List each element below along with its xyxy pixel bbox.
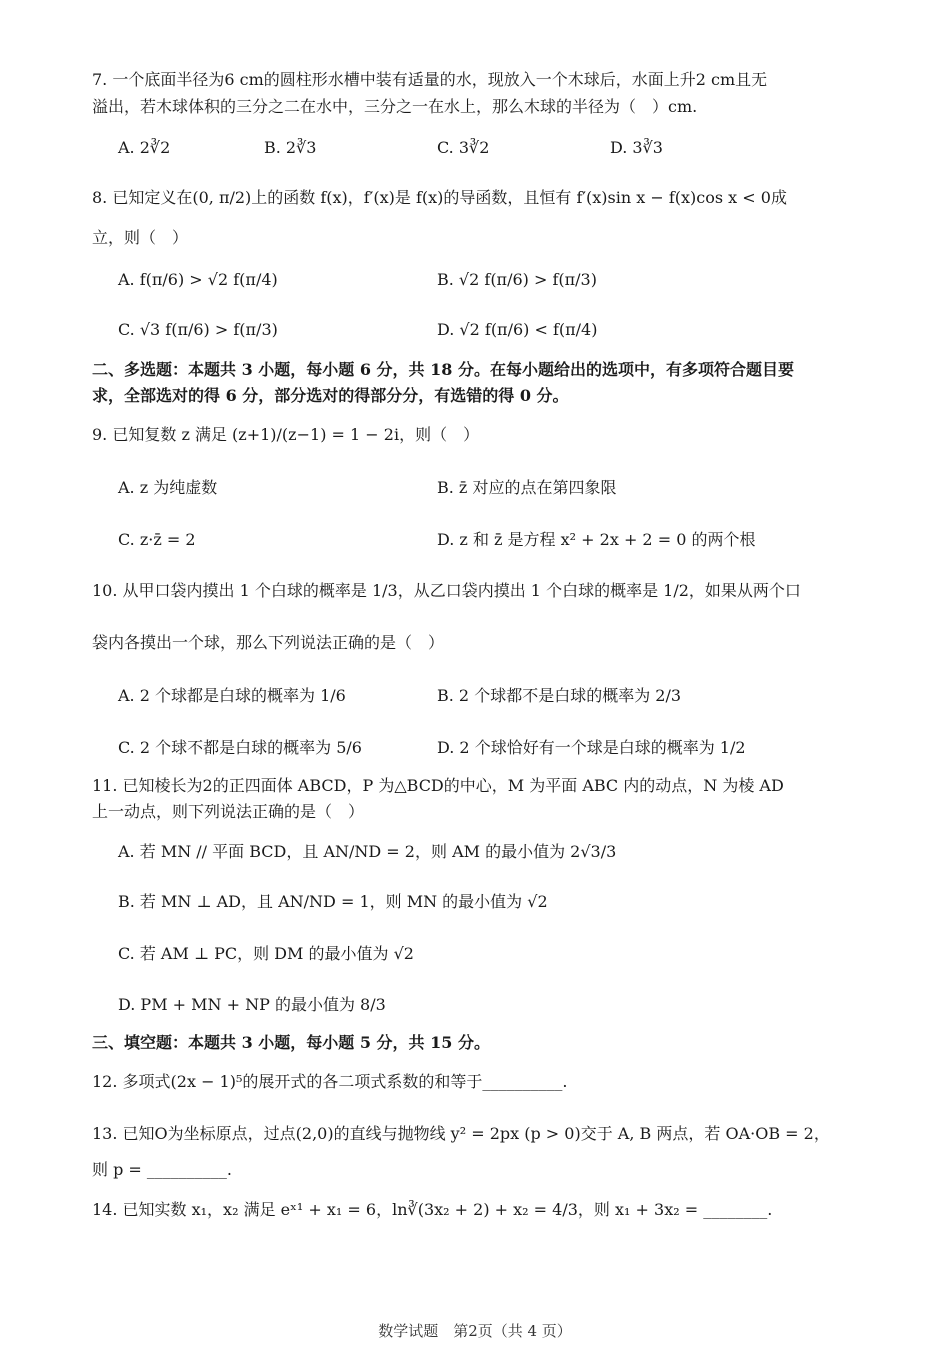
q11-option-c: C. 若 AM ⊥ PC，则 DM 的最小值为 √2 [118, 944, 414, 963]
section2-heading-line2: 求，全部选对的得 6 分，部分选对的得部分分，有选错的得 0 分。 [92, 386, 569, 405]
q10-option-c: C. 2 个球不都是白球的概率为 5/6 [118, 738, 362, 757]
q14-text: 14. 已知实数 x₁，x₂ 满足 eˣ¹ + x₁ = 6，ln∛(3x₂ + 2) + x₂ = 4/3，则 x₁ + 3x₂ = ________. [92, 1200, 773, 1219]
q10-option-d: D. 2 个球恰好有一个球是白球的概率为 1/2 [437, 738, 746, 757]
q7-option-c: C. 3∛2 [437, 138, 490, 157]
q10-option-a: A. 2 个球都是白球的概率为 1/6 [118, 686, 346, 705]
q13-text-line1: 13. 已知O为坐标原点，过点(2,0)的直线与抛物线 y² = 2px (p > 0)交于 A, B 两点，若 OA·OB = 2， [92, 1124, 830, 1143]
q7-option-a: A. 2∛2 [118, 138, 171, 157]
q12-text: 12. 多项式(2x − 1)⁵的展开式的各二项式系数的和等于__________. [92, 1072, 568, 1091]
q8-option-d: D. √2 f(π/6) < f(π/4) [437, 320, 598, 339]
q7-text-line2: 溢出，若木球体积的三分之二在水中，三分之一在水上，那么木球的半径为（ ）cm. [92, 97, 698, 116]
section3-heading: 三、填空题：本题共 3 小题，每小题 5 分，共 15 分。 [92, 1033, 490, 1052]
q11-option-b: B. 若 MN ⊥ AD，且 AN/ND = 1，则 MN 的最小值为 √2 [118, 892, 548, 911]
q8-option-b: B. √2 f(π/6) > f(π/3) [437, 270, 597, 289]
q8-text-line1: 8. 已知定义在(0, π/2)上的函数 f(x)，f′(x)是 f(x)的导函数，且恒有 f′(x)sin x − f(x)cos x < 0成 [92, 188, 787, 207]
q11-text-line2: 上一动点，则下列说法正确的是（ ） [92, 802, 365, 821]
q8-option-a: A. f(π/6) > √2 f(π/4) [118, 270, 278, 289]
q9-option-b: B. z̄ 对应的点在第四象限 [437, 478, 617, 497]
q11-text-line1: 11. 已知棱长为2的正四面体 ABCD，P 为△BCD的中心，M 为平面 ABC 内的动点，N 为棱 AD [92, 776, 784, 795]
page-footer: 数学试题 第2页（共 4 页） [378, 1322, 572, 1340]
q9-text-line1: 9. 已知复数 z 满足 (z+1)/(z−1) = 1 − 2i，则（ ） [92, 425, 480, 444]
q8-text-line2: 立，则（ ） [92, 228, 189, 247]
q9-option-c: C. z·z̄ = 2 [118, 530, 196, 549]
q11-option-d: D. PM + MN + NP 的最小值为 8/3 [118, 995, 386, 1014]
q7-option-d: D. 3∛3 [610, 138, 663, 157]
q10-text-line2: 袋内各摸出一个球，那么下列说法正确的是（ ） [92, 633, 445, 652]
section2-heading-line1: 二、多选题：本题共 3 小题，每小题 6 分，共 18 分。在每小题给出的选项中，有多项符合题目要 [92, 360, 794, 379]
q10-option-b: B. 2 个球都不是白球的概率为 2/3 [437, 686, 682, 705]
q7-text-line1: 7. 一个底面半径为6 cm的圆柱形水槽中装有适量的水，现放入一个木球后，水面上升2 cm且无 [92, 70, 768, 89]
q7-option-b: B. 2∛3 [264, 138, 317, 157]
q9-option-a: A. z 为纯虚数 [118, 478, 218, 497]
q8-option-c: C. √3 f(π/6) > f(π/3) [118, 320, 278, 339]
q10-text-line1: 10. 从甲口袋内摸出 1 个白球的概率是 1/3，从乙口袋内摸出 1 个白球的概率是 1/2，如果从两个口 [92, 581, 801, 600]
q9-option-d: D. z 和 z̄ 是方程 x² + 2x + 2 = 0 的两个根 [437, 530, 756, 549]
q13-text-line2: 则 p = __________. [92, 1160, 232, 1179]
q11-option-a: A. 若 MN // 平面 BCD，且 AN/ND = 2，则 AM 的最小值为 2√3/3 [118, 842, 617, 861]
